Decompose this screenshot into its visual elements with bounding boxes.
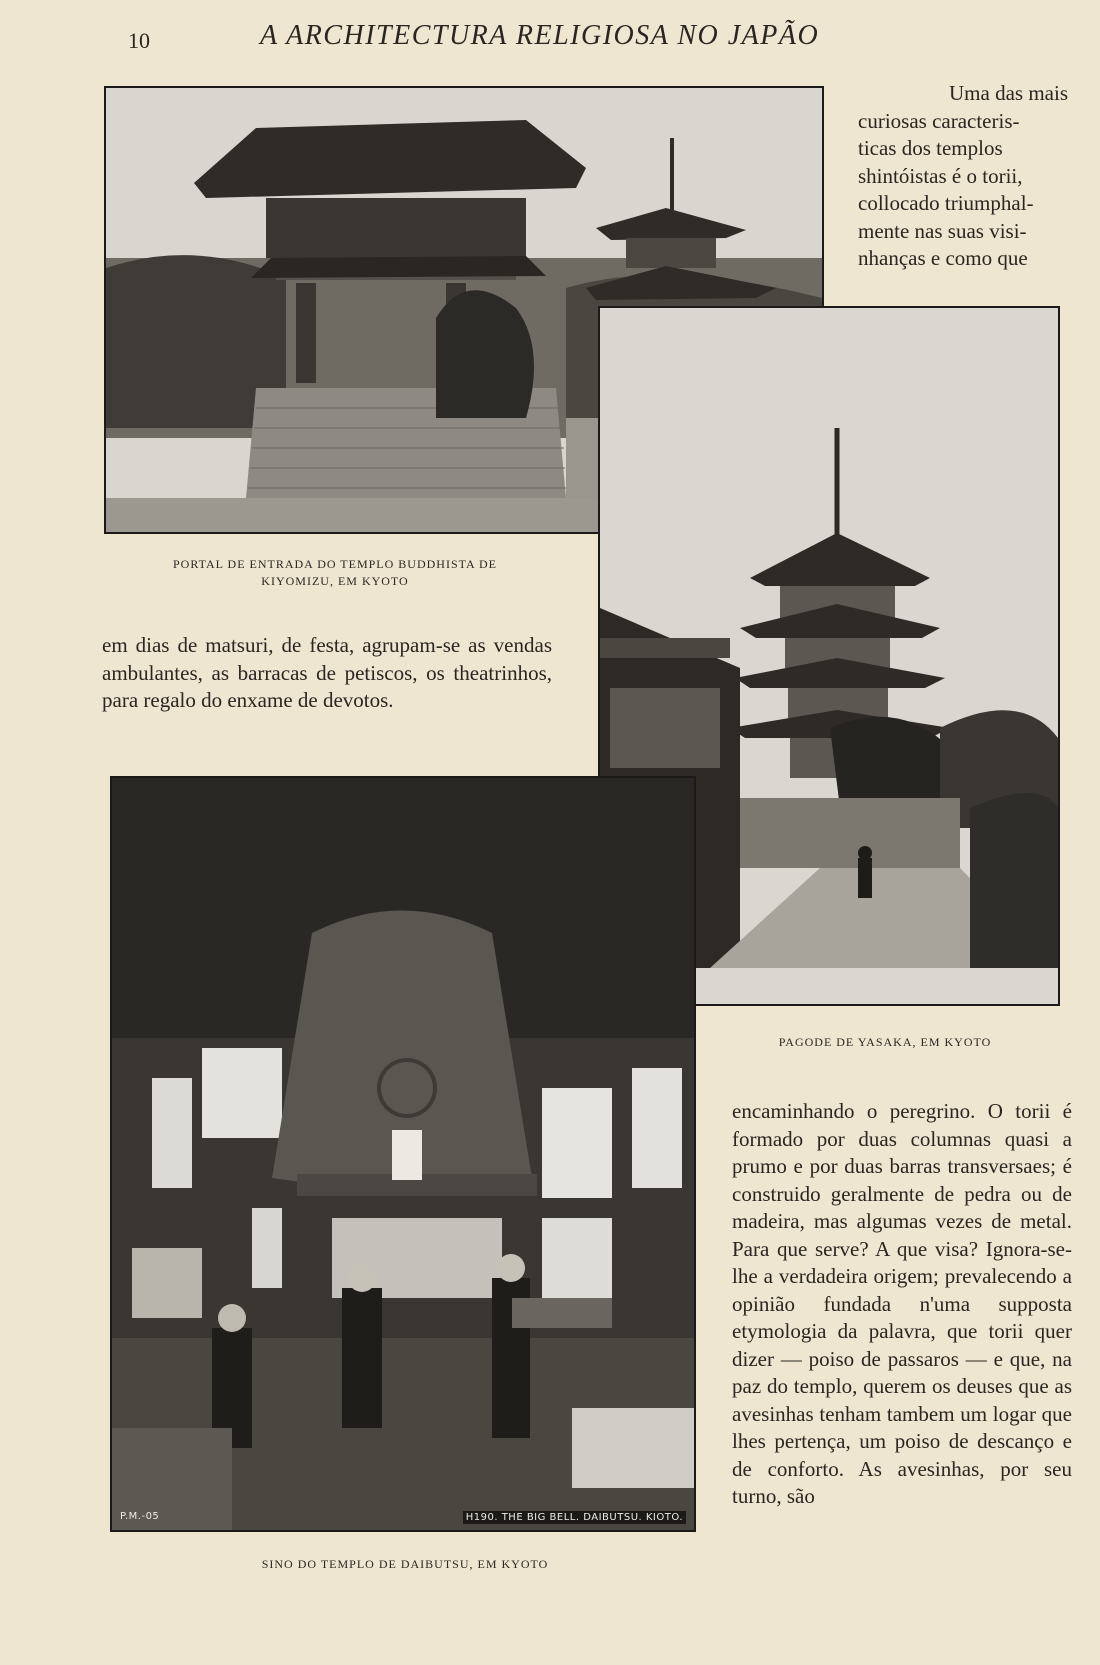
photo-monogram: P.M.-05 <box>120 1511 160 1522</box>
paragraph-torii-description <box>732 1098 1072 1511</box>
caption-daibutsu-bell: SINO DO TEMPLO DE DAIBUTSU, EM KYOTO <box>261 1557 549 1571</box>
paragraph-matsuri <box>102 632 552 715</box>
caption-kiyomizu-gate: PORTAL DE ENTRADA DO TEMPLO BUDDHISTA DE KIYOMIZU, EM KYOTO <box>172 557 498 588</box>
paragraph-torii-intro <box>858 80 1068 273</box>
paragraph-matsuri-text: em dias de matsuri, de festa, agrupam-se as vendas ambulantes, as barracas de petiscos, os theatrinhos, para regalo do enxame de devotos. <box>102 633 552 712</box>
line-5: collocado triumphal- <box>858 191 1034 215</box>
line-7: nhanças e como que <box>858 246 1028 270</box>
page-number: 10 <box>128 28 150 53</box>
line-2: curiosas caracteris- <box>858 108 1020 133</box>
paragraph-torii-description-text: encaminhando o peregrino. O torii é formado por duas columnas quasi a prumo e por duas barras transversaes; é construido geralmente de pedra ou de madeira, mas algumas vezes de metal. Para que serve? A que visa? Ignora-se-lhe a verdadeira origem; prevalecendo a opinião fundada n'uma supposta etymologia da palavra, que torii quer dizer — poiso de passaros — e que, na paz do templo, querem os deuses que as avesinhas tenham tambem um logar que lhes pertença, um poiso de descanço e de conforto. As avesinhas, por seu turno, são <box>732 1099 1072 1508</box>
line-4: shintóistas é o torii, <box>858 163 1023 188</box>
caption-yasaka-pagoda: PAGODE DE YASAKA, EM KYOTO <box>778 1035 992 1049</box>
photo-daibutsu-bell <box>110 776 696 1532</box>
line-1: Uma das mais <box>949 81 1068 105</box>
photo-plate-label: H190. THE BIG BELL. DAIBUTSU. KIOTO. <box>463 1511 686 1524</box>
line-6: mente nas suas visi- <box>858 218 1027 243</box>
line-3: ticas dos templos <box>858 136 1003 160</box>
running-title: A ARCHITECTURA RELIGIOSA NO JAPÃO <box>260 20 820 51</box>
